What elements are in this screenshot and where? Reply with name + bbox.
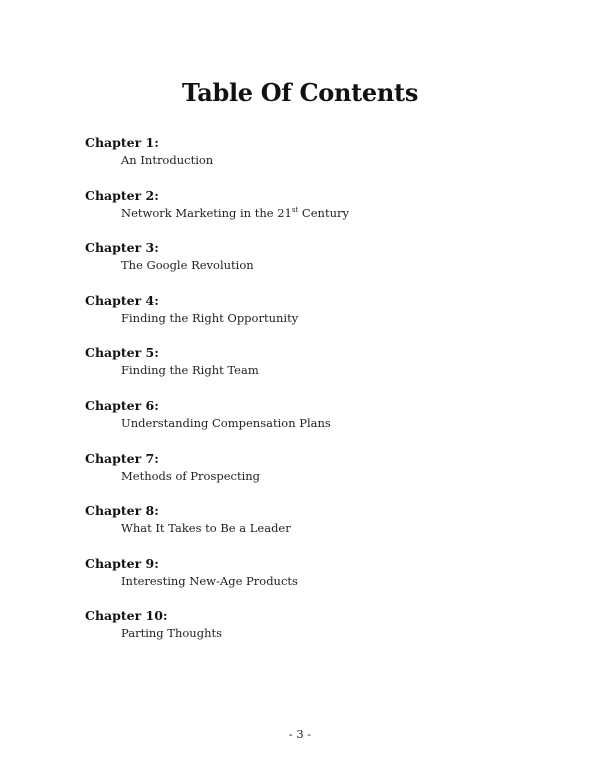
chapter-title: Parting Thoughts [121,626,222,641]
chapter-label: Chapter 10: [85,608,168,624]
chapter-title: Finding the Right Team [121,363,259,378]
chapter-title: Finding the Right Opportunity [121,310,299,325]
chapter-title: Methods of Prospecting [121,468,261,483]
toc-entry-chapter-6 [85,397,565,450]
toc-entry-chapter-5 [85,344,565,397]
chapter-label: Chapter 8: [85,503,159,519]
toc-entry-chapter-3 [85,239,565,292]
chapter-title: An Introduction [121,153,214,167]
chapter-title [121,205,565,221]
chapter-label: Chapter 1: [85,135,159,150]
chapter-label: Chapter 2: [85,187,159,203]
toc-entry-chapter-4 [85,292,565,345]
toc-entry-chapter-2 [85,187,565,240]
chapter-label: Chapter 6: [85,397,159,413]
chapter-title: What It Takes to Be a Leader [121,521,291,536]
page-number: - 3 - [288,727,312,741]
chapter-title: The Google Revolution [121,258,254,273]
chapter-title: Understanding Compensation Plans [121,415,331,430]
toc-entry-chapter-9 [85,555,565,608]
chapter-label: Chapter 4: [85,292,159,308]
chapter-title-part: Network Marketing in the 21 [121,205,292,220]
chapter-title-part: Century [298,205,349,220]
page-title: Table Of Contents [181,78,419,107]
toc-entry-chapter-1 [85,134,565,187]
chapter-label: Chapter 5: [85,345,159,361]
toc-entry-chapter-8 [85,502,565,555]
ordinal-suffix: st [291,205,299,214]
toc-entry-chapter-10 [85,607,565,660]
chapter-label: Chapter 3: [85,240,159,256]
table-of-contents [85,134,565,660]
chapter-label: Chapter 7: [85,450,159,466]
chapter-title: Interesting New-Age Products [121,573,298,588]
chapter-label: Chapter 9: [85,555,159,571]
toc-entry-chapter-7 [85,450,565,503]
